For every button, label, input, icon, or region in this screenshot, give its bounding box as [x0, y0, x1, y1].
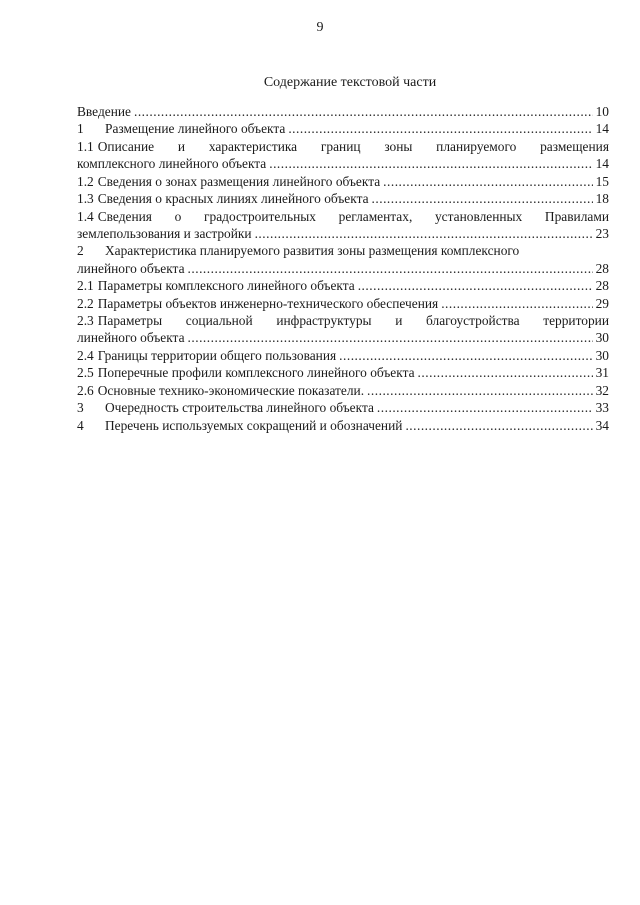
toc-entry-1[interactable] [77, 120, 609, 137]
toc-entry-number: 1 [77, 121, 84, 137]
dot-leader [269, 155, 592, 172]
toc-entry-title-line: Сведения о градостроительных регламентах, установленных Правилами [97, 208, 609, 224]
dot-leader [188, 260, 593, 277]
dot-leader [418, 364, 593, 381]
dot-leader [377, 399, 593, 416]
dot-leader [441, 295, 592, 312]
toc-entry-number: 2.1 [77, 278, 94, 294]
toc-entry-4[interactable] [77, 417, 609, 434]
toc-entry-title: линейного объекта [77, 330, 185, 346]
dot-leader [134, 103, 593, 120]
toc-entry-title-line: Характеристика планируемого развития зоны размещения комплексного [105, 243, 520, 259]
toc-entry-number: 2.2 [77, 295, 94, 311]
toc-entry-page: 33 [595, 400, 609, 416]
toc-entry-page: 29 [595, 295, 609, 311]
toc-entry-number: 2.5 [77, 365, 94, 381]
toc-entry-introduction[interactable] [77, 103, 609, 120]
dot-leader [372, 190, 593, 207]
table-of-contents [77, 103, 609, 434]
toc-entry-title: Параметры объектов инженерно-технического обеспечения [97, 295, 439, 311]
toc-entry-1-2[interactable] [77, 173, 609, 190]
toc-entry-2-1[interactable] [77, 277, 609, 294]
toc-title: Содержание текстовой части [263, 75, 437, 90]
toc-entry-page: 34 [595, 417, 609, 433]
toc-entry-page: 30 [595, 347, 609, 363]
dot-leader [383, 173, 592, 190]
toc-entry-number: 3 [77, 400, 84, 416]
toc-entry-number: 2.6 [77, 382, 94, 398]
toc-entry-title: Основные технико-экономические показатели. [97, 382, 365, 398]
toc-entry-title: Поперечные профили комплексного линейного объекта [97, 365, 415, 381]
toc-entry-title: Параметры комплексного линейного объекта [97, 278, 355, 294]
toc-entry-title: Размещение линейного объекта [105, 121, 286, 137]
toc-entry-title: линейного объекта [77, 260, 185, 276]
toc-entry-page: 23 [595, 225, 609, 241]
dot-leader [367, 382, 593, 399]
dot-leader [288, 120, 592, 137]
toc-entry-1-4[interactable] [77, 208, 609, 243]
toc-entry-2-2[interactable] [77, 295, 609, 312]
toc-entry-page: 18 [595, 191, 609, 207]
toc-entry-title: землепользования и застройки [77, 225, 252, 241]
toc-entry-page: 14 [595, 121, 609, 137]
toc-entry-page: 10 [595, 104, 609, 119]
page-number: 9 [316, 20, 324, 35]
toc-entry-title: Введение [77, 104, 131, 119]
toc-entry-number: 2.4 [77, 347, 94, 363]
dot-leader [339, 347, 592, 364]
toc-entry-number: 1.2 [77, 173, 94, 189]
toc-entry-number: 1.4 [77, 208, 94, 224]
toc-entry-title: Границы территории общего пользования [97, 347, 337, 363]
toc-entry-number: 4 [77, 417, 84, 433]
toc-entry-2-4[interactable] [77, 347, 609, 364]
toc-entry-page: 28 [595, 260, 609, 276]
toc-entry-page: 30 [595, 330, 609, 346]
toc-entry-1-3[interactable] [77, 190, 609, 207]
toc-entry-number: 1.3 [77, 191, 94, 207]
toc-entry-number: 2.3 [77, 313, 94, 329]
toc-entry-title: Сведения о красных линиях линейного объекта [97, 191, 369, 207]
toc-entry-title: Перечень используемых сокращений и обозначений [105, 417, 403, 433]
toc-entry-title: Очередность строительства линейного объекта [105, 400, 374, 416]
toc-entry-2-3[interactable] [77, 312, 609, 347]
toc-entry-title: Сведения о зонах размещения линейного объекта [97, 173, 381, 189]
toc-entry-title: комплексного линейного объекта [77, 156, 267, 172]
toc-entry-page: 15 [595, 173, 609, 189]
toc-entry-title-line: Описание и характеристика границ зоны планируемого размещения [97, 138, 609, 154]
dot-leader [255, 225, 593, 242]
toc-entry-1-1[interactable] [77, 138, 609, 173]
toc-entry-2-6[interactable] [77, 382, 609, 399]
dot-leader [188, 329, 593, 346]
toc-entry-title-line: Параметры социальной инфраструктуры и благоустройства территории [97, 313, 609, 329]
toc-entry-3[interactable] [77, 399, 609, 416]
toc-entry-number: 1.1 [77, 138, 94, 154]
toc-entry-page: 14 [595, 156, 609, 172]
toc-entry-page: 31 [595, 365, 609, 381]
toc-entry-page: 28 [595, 278, 609, 294]
toc-entry-number: 2 [77, 243, 84, 259]
toc-entry-2[interactable] [77, 242, 609, 277]
toc-entry-page: 32 [595, 382, 609, 398]
dot-leader [358, 277, 593, 294]
dot-leader [405, 417, 592, 434]
toc-entry-2-5[interactable] [77, 364, 609, 381]
